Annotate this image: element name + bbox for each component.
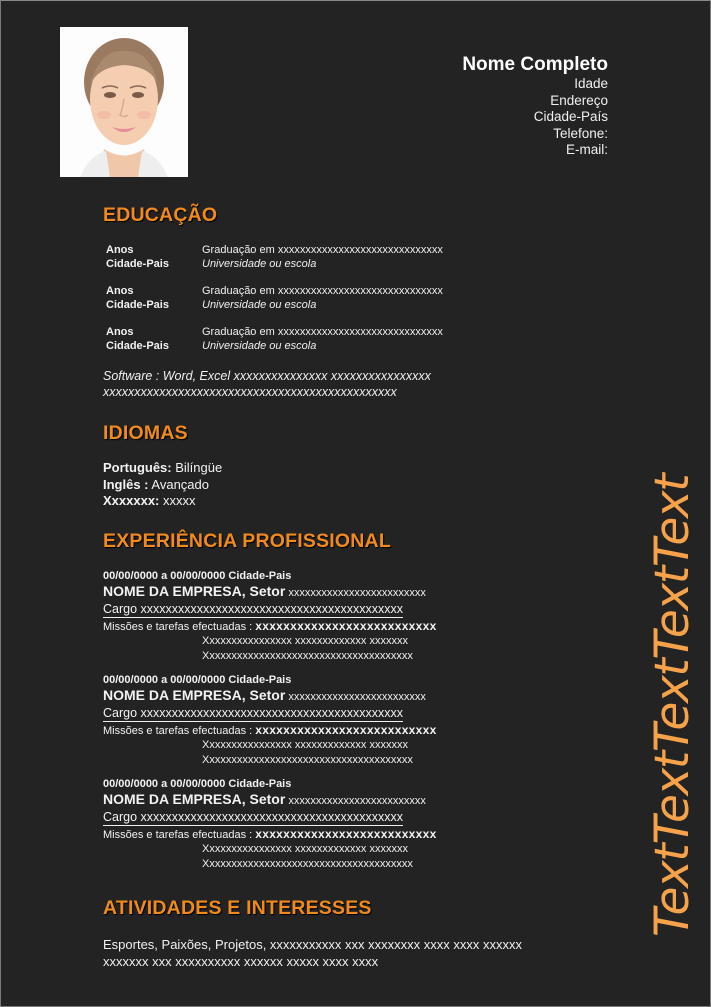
company-detail: xxxxxxxxxxxxxxxxxxxxxxxxx bbox=[285, 691, 426, 703]
tasks-value: xxxxxxxxxxxxxxxxxxxxxxxxxx bbox=[255, 723, 437, 737]
tasks-value: xxxxxxxxxxxxxxxxxxxxxxxxxx bbox=[255, 827, 437, 841]
job-dates: 00/00/0000 a 00/00/0000 Cidade-Pais bbox=[103, 674, 292, 686]
company-detail: xxxxxxxxxxxxxxxxxxxxxxxxx bbox=[285, 795, 426, 807]
language-name: Inglês : bbox=[103, 476, 149, 492]
languages-title: IDIOMAS bbox=[103, 422, 188, 444]
job-position: Cargo xxxxxxxxxxxxxxxxxxxxxxxxxxxxxxxxxxxxxxxxxx bbox=[103, 602, 404, 616]
job-entry bbox=[103, 778, 437, 871]
software-line-1: Software : Word, Excel xxxxxxxxxxxxxxx xxxxxxxxxxxxxxxx bbox=[103, 369, 431, 383]
tasks-label: Missões e tarefas efectuadas : bbox=[103, 829, 256, 841]
software-skills bbox=[103, 368, 431, 400]
edu-degree: Graduação em xxxxxxxxxxxxxxxxxxxxxxxxxxxxxx bbox=[202, 244, 443, 256]
vertical-decorative-text: TextTextTextTextText bbox=[645, 474, 700, 937]
activities-line-2: xxxxxxx xxx xxxxxxxxxx xxxxxx xxxxx xxxx xxxx bbox=[103, 953, 379, 969]
task-detail: Xxxxxxxxxxxxxxxxxxxxxxxxxxxxxxxxxxxxxx bbox=[202, 753, 413, 766]
edu-years: Anos bbox=[106, 285, 134, 297]
tasks-value: xxxxxxxxxxxxxxxxxxxxxxxxxx bbox=[255, 619, 437, 633]
company-name: NOME DA EMPRESA, Setor bbox=[103, 791, 286, 807]
education-entry bbox=[106, 243, 443, 271]
edu-location: Cidade-Pais bbox=[106, 340, 169, 352]
languages-list bbox=[103, 460, 222, 510]
profile-photo bbox=[60, 27, 188, 177]
activities-line-1: Esportes, Paixões, Projetos, xxxxxxxxxxx xxx xxxxxxxx xxxx xxxx xxxxxx bbox=[103, 937, 522, 952]
job-company bbox=[103, 583, 437, 601]
experience-title: EXPERIÊNCIA PROFISSIONAL bbox=[103, 530, 391, 552]
full-name: Nome Completo bbox=[462, 54, 608, 75]
edu-school: Universidade ou escola bbox=[202, 299, 317, 311]
education-entry bbox=[106, 284, 443, 312]
edu-years: Anos bbox=[106, 244, 134, 256]
job-company bbox=[103, 687, 437, 705]
education-entry bbox=[106, 325, 443, 353]
edu-location: Cidade-Pais bbox=[106, 258, 169, 270]
activities-title: ATIVIDADES E INTERESSES bbox=[103, 897, 372, 919]
edu-degree: Graduação em xxxxxxxxxxxxxxxxxxxxxxxxxxxxxx bbox=[202, 285, 443, 297]
job-tasks bbox=[103, 827, 437, 842]
job-position: Cargo xxxxxxxxxxxxxxxxxxxxxxxxxxxxxxxxxxxxxxxxxx bbox=[103, 810, 404, 824]
company-name: NOME DA EMPRESA, Setor bbox=[103, 687, 286, 703]
job-company bbox=[103, 791, 437, 809]
software-line-2: xxxxxxxxxxxxxxxxxxxxxxxxxxxxxxxxxxxxxxxxxxxxxxx bbox=[103, 385, 397, 399]
education-title: EDUCAÇÃO bbox=[103, 204, 218, 226]
task-detail: Xxxxxxxxxxxxxxxxxxxxxxxxxxxxxxxxxxxxxx bbox=[202, 649, 413, 662]
phone: Telefone: bbox=[553, 125, 608, 141]
language-name: Português: bbox=[103, 460, 172, 475]
job-tasks bbox=[103, 723, 437, 738]
task-detail: Xxxxxxxxxxxxxxxx xxxxxxxxxxxxx xxxxxxx bbox=[202, 843, 408, 855]
edu-years: Anos bbox=[106, 326, 134, 338]
address: Endereço bbox=[550, 92, 608, 108]
tasks-label: Missões e tarefas efectuadas : bbox=[103, 621, 256, 633]
language-item bbox=[103, 460, 222, 477]
activities-text bbox=[103, 937, 522, 970]
task-detail: Xxxxxxxxxxxxxxxx xxxxxxxxxxxxx xxxxxxx bbox=[202, 739, 408, 751]
language-level: Avançado bbox=[148, 476, 209, 492]
job-dates: 00/00/0000 a 00/00/0000 Cidade-Pais bbox=[103, 778, 292, 790]
portrait-image bbox=[60, 27, 188, 177]
language-name: Xxxxxxx: bbox=[103, 493, 160, 508]
company-name: NOME DA EMPRESA, Setor bbox=[103, 583, 286, 599]
age: Idade bbox=[574, 76, 608, 91]
tasks-label: Missões e tarefas efectuadas : bbox=[103, 725, 256, 737]
email: E-mail: bbox=[565, 142, 608, 157]
company-detail: xxxxxxxxxxxxxxxxxxxxxxxxx bbox=[285, 587, 426, 599]
job-tasks bbox=[103, 619, 437, 634]
job-entry bbox=[103, 674, 437, 767]
job-entry bbox=[103, 570, 437, 663]
language-item bbox=[103, 477, 222, 494]
edu-location: Cidade-Pais bbox=[106, 299, 169, 311]
contact-block bbox=[462, 54, 608, 159]
task-detail: Xxxxxxxxxxxxxxxx xxxxxxxxxxxxx xxxxxxx bbox=[202, 635, 408, 647]
city-country: Cidade-País bbox=[533, 109, 608, 124]
edu-school: Universidade ou escola bbox=[202, 340, 317, 352]
language-level: Bilíngüe bbox=[171, 460, 223, 475]
task-detail: Xxxxxxxxxxxxxxxxxxxxxxxxxxxxxxxxxxxxxx bbox=[202, 857, 413, 870]
language-item bbox=[103, 493, 222, 510]
edu-school: Universidade ou escola bbox=[202, 258, 317, 270]
job-dates: 00/00/0000 a 00/00/0000 Cidade-Pais bbox=[103, 570, 292, 582]
vertical-text-block bbox=[645, 319, 700, 937]
language-level: xxxxx bbox=[159, 493, 196, 508]
edu-degree: Graduação em xxxxxxxxxxxxxxxxxxxxxxxxxxxxxx bbox=[202, 326, 443, 338]
job-position: Cargo xxxxxxxxxxxxxxxxxxxxxxxxxxxxxxxxxxxxxxxxxx bbox=[103, 706, 404, 720]
